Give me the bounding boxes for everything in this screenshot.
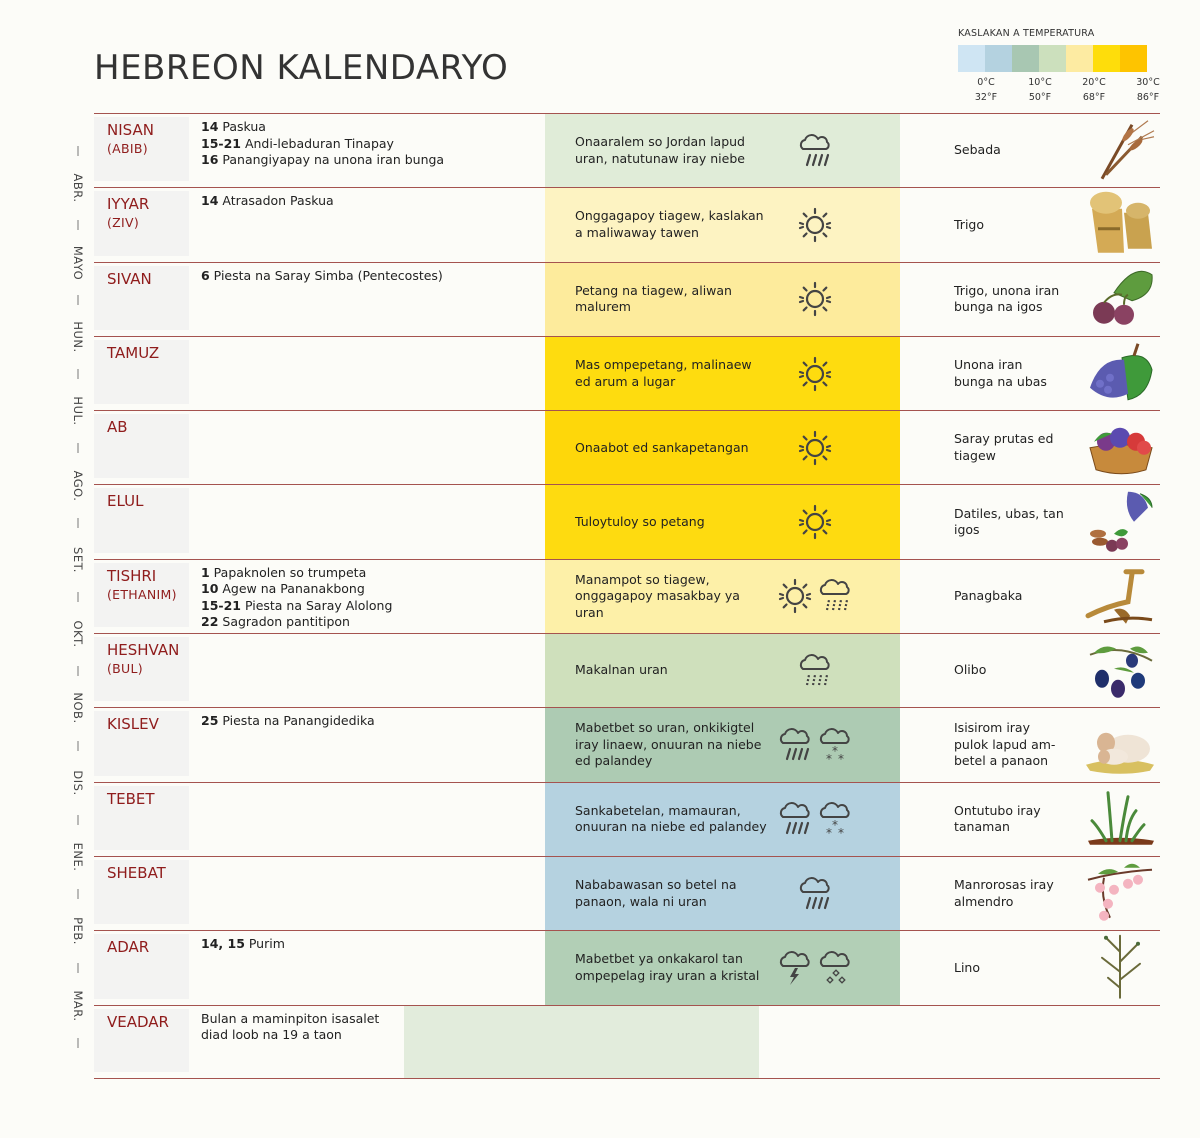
weather-description: Onaaralem so Jordan lapud uran, natutunaw iray niebe <box>575 134 745 166</box>
festival-item <box>201 119 545 136</box>
hebrew-month-name: KISLEV <box>107 715 159 734</box>
festivals-cell <box>189 337 545 410</box>
table-row <box>94 559 1160 633</box>
svg-text:*: * <box>826 826 832 838</box>
weather-cell <box>545 857 900 930</box>
drizzle-icon <box>797 653 833 689</box>
hebrew-month-alt-name: (ZIV) <box>107 215 140 231</box>
hebrew-month-cell <box>94 860 189 924</box>
festival-item <box>201 581 545 598</box>
legend-tick <box>966 75 1006 105</box>
wheat-sheaf-icon <box>1084 189 1156 262</box>
festival-name: Panangiyapay na unona iran bunga <box>218 152 445 167</box>
festival-name: Agew na Pananakbong <box>218 581 365 597</box>
gregorian-month-label: ABR. <box>71 173 85 203</box>
gregorian-month-label: MAYO <box>71 245 85 280</box>
sun-icon <box>797 356 833 392</box>
table-row <box>94 1005 1160 1079</box>
festival-name: Sagradon pantitipon <box>218 614 350 630</box>
legend-tick-fahrenheit: 86°F <box>1136 92 1160 103</box>
table-row <box>94 484 1160 558</box>
sun-icon <box>797 504 833 540</box>
weather-cell <box>545 337 900 410</box>
weather-description: Nababawasan so betel na panaon, wala ni uran <box>575 877 737 909</box>
weather-icons <box>777 578 853 614</box>
flax-icon <box>1084 932 1156 1005</box>
snow-icon <box>817 727 853 763</box>
table-row <box>94 113 1160 187</box>
weather-cell <box>545 931 900 1004</box>
legend-tick-fahrenheit: 68°F <box>1082 92 1106 103</box>
hebrew-month-name: AB <box>107 418 128 437</box>
weather-icons <box>797 133 833 169</box>
hebrew-month-cell <box>94 117 189 181</box>
harvest-cell <box>900 188 1160 261</box>
weather-description: Petang na tiagew, aliwan malurem <box>575 282 732 315</box>
month-boundary-tick <box>78 592 79 602</box>
gregorian-month-label: SET. <box>71 546 85 573</box>
gregorian-month-label: HUL. <box>71 396 85 426</box>
festivals-cell <box>189 188 545 261</box>
legend-swatch <box>985 45 1012 72</box>
weather-cell <box>545 634 900 707</box>
month-boundary-tick <box>78 815 79 825</box>
weather-icons <box>797 281 833 317</box>
gregorian-month-label: PEB. <box>71 917 85 946</box>
gregorian-month-label: OKT. <box>71 620 85 648</box>
table-row <box>94 856 1160 930</box>
temperature-legend <box>958 28 1158 109</box>
weather-icons <box>797 876 833 912</box>
festival-day: 22 <box>201 614 219 630</box>
hebrew-month-cell <box>94 191 189 255</box>
festival-day: 14 <box>201 193 219 209</box>
weather-icons <box>777 801 853 837</box>
harvest-description: Trigo, unona iran bunga na igos <box>954 282 1060 315</box>
month-boundary-tick <box>78 1038 79 1048</box>
thunderstorm-icon <box>777 950 813 986</box>
month-boundary-tick <box>78 963 79 973</box>
harvest-cell <box>900 485 1160 558</box>
weather-description: Onaabot ed sankapetangan <box>575 439 749 455</box>
legend-tick-celsius: 0°C <box>977 77 995 88</box>
harvest-cell <box>900 560 1160 633</box>
weather-description: Makalnan uran <box>575 662 668 678</box>
festivals-cell <box>189 411 545 484</box>
festival-day: 6 <box>201 267 210 283</box>
festival-day: 15-21 <box>201 597 241 613</box>
hebrew-month-cell <box>94 1009 189 1072</box>
drizzle-icon <box>817 578 853 614</box>
gregorian-month-label: MAR. <box>71 990 85 1022</box>
festivals-cell <box>189 857 545 930</box>
month-boundary-tick <box>78 741 79 751</box>
weather-icons <box>777 727 853 763</box>
hebrew-month-name: ELUL <box>107 492 144 511</box>
festivals-cell <box>189 1006 404 1078</box>
weather-cell <box>545 783 900 856</box>
legend-swatch <box>958 45 985 72</box>
festival-day: 25 <box>201 713 219 729</box>
table-row <box>94 707 1160 781</box>
festivals-cell <box>189 931 545 1004</box>
hebrew-month-cell <box>94 934 189 998</box>
harvest-cell <box>900 783 1160 856</box>
gregorian-month-label: NOB. <box>71 692 85 724</box>
fig-icon <box>1084 263 1156 336</box>
grapes-icon <box>1084 337 1156 410</box>
weather-cell <box>545 188 900 261</box>
festival-item <box>201 193 545 210</box>
weather-icons <box>797 207 833 243</box>
festival-day: 15-21 <box>201 135 241 151</box>
svg-text:*: * <box>832 744 838 759</box>
dates-grapes-figs-icon <box>1084 486 1156 559</box>
sprouts-icon <box>1084 783 1156 856</box>
harvest-cell <box>900 411 1160 484</box>
festival-item <box>201 598 545 615</box>
weather-cell <box>545 263 900 336</box>
harvest-cell <box>900 634 1160 707</box>
hebrew-month-alt-name: (BUL) <box>107 661 143 677</box>
legend-swatch <box>1093 45 1120 72</box>
festival-name: Purim <box>244 936 285 952</box>
svg-text:*: * <box>826 752 832 764</box>
weather-icons <box>797 430 833 466</box>
calendar-table <box>94 113 1160 1079</box>
hebrew-month-name: ADAR <box>107 938 150 957</box>
weather-description: Onggagapoy tiagew, kaslakan a maliwaway tawen <box>575 208 764 240</box>
hebrew-month-cell <box>94 786 189 850</box>
harvest-cell <box>900 337 1160 410</box>
weather-icons <box>797 356 833 392</box>
harvest-description: Saray prutas ed tiagew <box>954 431 1054 463</box>
table-row <box>94 262 1160 336</box>
hebrew-month-name: NISAN <box>107 121 154 139</box>
weather-description: Tuloytuloy so petang <box>575 513 705 529</box>
sun-icon <box>777 578 813 614</box>
legend-tick-celsius: 20°C <box>1082 77 1106 88</box>
gregorian-month-label: ENE. <box>71 842 85 872</box>
festivals-cell <box>189 485 545 558</box>
table-row <box>94 633 1160 707</box>
harvest-cell <box>759 1006 1160 1078</box>
legend-ticks <box>958 75 1158 109</box>
harvest-description: Unona iran bunga na ubas <box>954 357 1047 389</box>
festival-name: Andi-lebaduran Tinapay <box>240 135 394 151</box>
legend-tick-fahrenheit: 50°F <box>1028 92 1052 103</box>
weather-icons <box>797 653 833 689</box>
table-row <box>94 187 1160 261</box>
hebrew-month-name: SHEBAT <box>107 863 166 882</box>
month-boundary-tick <box>78 369 79 379</box>
hebrew-month-cell <box>94 563 189 627</box>
weather-cell <box>545 411 900 484</box>
legend-tick <box>1128 75 1168 105</box>
rain-icon <box>777 801 813 837</box>
month-boundary-tick <box>78 518 79 528</box>
hebrew-month-name: TAMUZ <box>107 343 160 362</box>
legend-tick <box>1020 75 1060 105</box>
harvest-cell <box>900 857 1160 930</box>
legend-tick-fahrenheit: 32°F <box>974 92 998 103</box>
legend-tick <box>1074 75 1114 105</box>
festivals-cell <box>189 263 545 336</box>
plow-icon <box>1084 560 1156 633</box>
hebrew-month-cell <box>94 414 189 478</box>
gregorian-month-label: AGO. <box>71 470 85 501</box>
harvest-description: Sebada <box>954 142 1001 158</box>
harvest-description: Manrorosas iray almendro <box>954 877 1054 909</box>
sun-icon <box>797 207 833 243</box>
weather-description: Mabetbet ya onkakarol tan ompepelag iray uran a kristal <box>575 951 760 983</box>
festival-name: Atrasadon Paskua <box>218 193 334 209</box>
gregorian-month-label: DIS. <box>71 770 85 796</box>
table-row <box>94 782 1160 856</box>
gregorian-month-axis <box>62 114 94 1080</box>
festival-day: 10 <box>201 581 219 597</box>
hebrew-month-cell <box>94 637 189 701</box>
weather-icons <box>797 504 833 540</box>
festivals-cell <box>189 783 545 856</box>
harvest-cell <box>900 708 1160 781</box>
festival-day: 14, 15 <box>201 936 245 952</box>
weather-description: Manampot so tiagew, onggagapoy masakbay ya uran <box>575 571 740 620</box>
festival-name: Piesta na Saray Alolong <box>240 597 393 613</box>
legend-title: KASLAKAN A TEMPERATURA <box>958 28 1095 39</box>
festival-day: 14 <box>201 119 219 134</box>
festival-name: Piesta na Saray Simba (Pentecostes) <box>209 267 443 283</box>
sun-icon <box>797 281 833 317</box>
hebrew-month-name: TISHRI <box>107 566 157 585</box>
harvest-description: Ontutubo iray tanaman <box>954 802 1041 835</box>
festival-day: 16 <box>201 152 219 167</box>
rain-icon <box>797 133 833 169</box>
legend-swatch <box>1039 45 1066 72</box>
festival-item <box>201 614 545 631</box>
month-boundary-tick <box>78 295 79 305</box>
snow-icon <box>817 801 853 837</box>
harvest-description: Panagbaka <box>954 588 1023 604</box>
weather-description: Mas ompepetang, malinaew ed arum a lugar <box>575 357 752 389</box>
festival-item <box>201 268 545 285</box>
hebrew-month-name: TEBET <box>107 789 155 808</box>
hebrew-month-cell <box>94 711 189 775</box>
festival-name: Piesta na Panangidedika <box>218 713 375 729</box>
weather-cell <box>545 114 900 187</box>
festival-item <box>201 713 545 730</box>
hebrew-month-name: HESHVAN <box>107 641 180 660</box>
weather-description: Mabetbet so uran, onkikigtel iray linaew, onuuran na niebe ed palandey <box>575 720 762 769</box>
festival-item <box>201 1011 404 1044</box>
month-boundary-tick <box>78 443 79 453</box>
festival-item <box>201 936 545 953</box>
weather-cell <box>545 560 900 633</box>
weather-cell <box>545 708 900 781</box>
hebrew-month-alt-name: (ETHANIM) <box>107 586 177 602</box>
festival-name: Bulan a maminpiton isasalet diad loob na 19 a taon <box>201 1010 380 1043</box>
sun-icon <box>797 430 833 466</box>
month-boundary-tick <box>78 889 79 899</box>
harvest-cell <box>900 931 1160 1004</box>
svg-text:*: * <box>832 818 838 833</box>
harvest-description: Trigo <box>954 216 984 232</box>
festival-name: Paskua <box>218 119 266 134</box>
hebrew-month-name: IYYAR <box>107 195 150 214</box>
harvest-description: Lino <box>954 959 981 975</box>
rain-icon <box>777 727 813 763</box>
weather-icons <box>777 950 853 986</box>
harvest-description: Datiles, ubas, tan igos <box>954 505 1064 538</box>
table-row <box>94 410 1160 484</box>
fruit-basket-icon <box>1084 412 1156 485</box>
festival-item <box>201 136 545 153</box>
festivals-cell <box>189 114 545 187</box>
svg-text:*: * <box>838 752 844 764</box>
harvest-description: Isisirom iray pulok lapud am-betel a panaon <box>954 720 1056 769</box>
svg-text:*: * <box>838 826 844 838</box>
month-boundary-tick <box>78 666 79 676</box>
sheep-icon <box>1084 709 1156 782</box>
hail-icon <box>817 950 853 986</box>
festival-item <box>201 565 545 582</box>
festival-day: 1 <box>201 564 210 580</box>
table-row <box>94 336 1160 410</box>
almond-blossom-icon <box>1084 857 1156 930</box>
legend-color-scale <box>958 45 1147 72</box>
gregorian-month-label: HUN. <box>71 321 85 353</box>
festivals-cell <box>189 560 545 633</box>
legend-swatch <box>1012 45 1039 72</box>
hebrew-month-cell <box>94 266 189 330</box>
harvest-cell <box>900 114 1160 187</box>
barley-icon <box>1084 114 1156 187</box>
festival-name: Papaknolen so trumpeta <box>209 564 367 580</box>
festivals-cell <box>189 634 545 707</box>
hebrew-month-cell <box>94 340 189 404</box>
month-boundary-tick <box>78 146 79 156</box>
festivals-cell <box>189 708 545 781</box>
table-row <box>94 930 1160 1004</box>
harvest-cell <box>900 263 1160 336</box>
weather-cell <box>404 1006 759 1078</box>
legend-tick-celsius: 10°C <box>1028 77 1052 88</box>
weather-cell <box>545 485 900 558</box>
hebrew-month-cell <box>94 488 189 552</box>
rain-icon <box>797 876 833 912</box>
hebrew-month-alt-name: (ABIB) <box>107 141 148 156</box>
weather-description: Sankabetelan, mamauran, onuuran na niebe ed palandey <box>575 802 767 835</box>
hebrew-month-name: SIVAN <box>107 269 152 288</box>
festival-item <box>201 152 545 169</box>
legend-swatch <box>1066 45 1093 72</box>
page-title: HEBREON KALENDARYO <box>94 48 509 88</box>
month-boundary-tick <box>78 220 79 230</box>
olive-icon <box>1084 634 1156 707</box>
hebrew-month-name: VEADAR <box>107 1012 169 1031</box>
legend-tick-celsius: 30°C <box>1136 77 1160 88</box>
legend-swatch <box>1120 45 1147 72</box>
harvest-description: Olibo <box>954 662 987 678</box>
